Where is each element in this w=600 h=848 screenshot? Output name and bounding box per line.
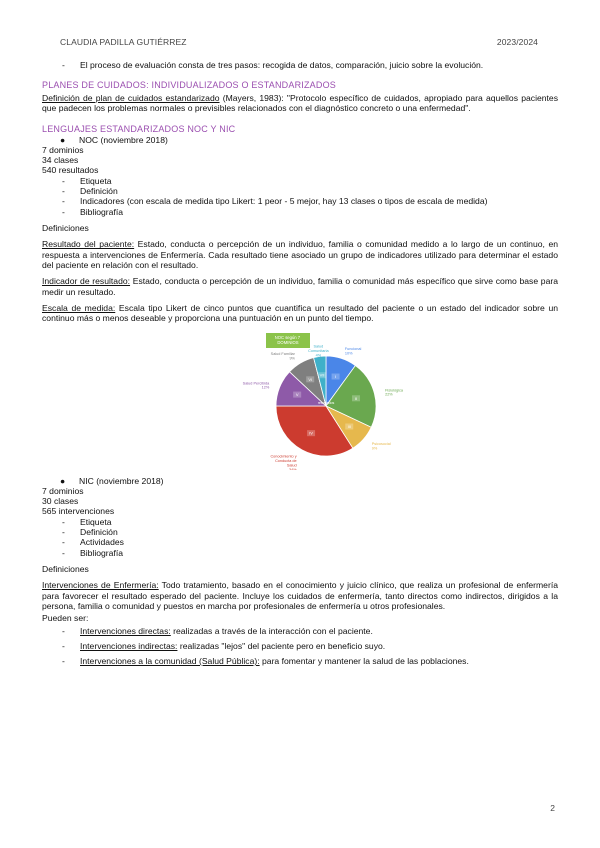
noc-item: - Bibliografía: [62, 206, 123, 217]
planes-term: Definición de plan de cuidados estandarizado: [42, 93, 220, 104]
dot-bullet: ●: [60, 134, 66, 145]
header-year: 2023/2024: [496, 37, 538, 47]
nic-definition: Intervenciones de Enfermería: Todo tratamiento, basado en el conocimiento y juicio clínico, que realiza un profesional de enfermería para favorecer el resultado esperado del paciente. Incluye los cuidados de enfermería, tanto directos como indirectos, dirigidos a la persona, familia o comunidad y puestos en marcha por profesionales de enfermería u otros profesionales.: [42, 580, 558, 611]
heading-lenguajes: LENGUAJES ESTANDARIZADOS NOC Y NIC: [42, 123, 236, 134]
nic-type: - Intervenciones directas: realizadas a través de la interacción con el paciente.: [62, 625, 373, 636]
nic-stat: 7 dominios: [42, 485, 84, 496]
nic-item: - Etiqueta: [62, 516, 112, 527]
nic-types-intro: Pueden ser:: [42, 613, 89, 624]
pie-slice-number: V: [295, 391, 299, 397]
header-author: CLAUDIA PADILLA GUTIÉRREZ: [60, 37, 187, 47]
pie-slice-label: Salud Familiar 9%: [270, 351, 295, 361]
noc-definition: Indicador de resultado: Estado, conducta o percepción de un individuo, familia o comunidad más específico que sirve como base para medir un resultado.: [42, 276, 558, 297]
nic-item: - Actividades: [62, 537, 124, 548]
noc-pie-chart-figure: [42, 330, 558, 470]
nic-title: ● NIC (noviembre 2018): [60, 475, 164, 486]
nic-definitions-title: Definiciones: [42, 564, 89, 575]
pie-center-label: resultados: [317, 400, 335, 405]
nic-type: - Intervenciones indirectas: realizadas "lejos" del paciente pero en beneficio suyo.: [62, 640, 386, 651]
pie-slice-label: Salud Comunitaria 4%: [308, 343, 329, 357]
pie-slice-label: Salud Percibida 12%: [242, 380, 270, 390]
nic-item: - Bibliografía: [62, 547, 123, 558]
page-number: 2: [550, 803, 555, 813]
pie-slice-number: III: [347, 423, 351, 429]
pie-slice-number: I: [335, 373, 337, 379]
chart-title: NOC según 7 DOMINIOS: [274, 334, 301, 345]
noc-pie-chart: [228, 330, 408, 470]
pie-slice-label: Conocimiento y Conducta de Salud 34%: [270, 454, 297, 470]
nic-stat: 30 clases: [42, 496, 79, 507]
noc-stat: 7 dominios: [42, 144, 84, 155]
noc-stat: 34 clases: [42, 155, 79, 166]
nic-item: - Definición: [62, 527, 118, 538]
heading-planes: PLANES DE CUIDADOS: INDIVIDUALIZADOS O ESTANDARIZADOS: [42, 80, 336, 91]
noc-definitions-title: Definiciones: [42, 223, 89, 234]
pie-slice-label: Psicosocial 9%: [371, 441, 391, 450]
page-body: [42, 60, 558, 667]
pie-slice-number: IV: [309, 430, 313, 436]
noc-item: - Etiqueta: [62, 175, 112, 186]
nic-type: - Intervenciones a la comunidad (Salud Pública): para fomentar y mantener la salud de las poblaciones.: [62, 656, 469, 667]
noc-definition: Resultado del paciente: Estado, conducta o percepción de un individuo, familia o comunidad medido a lo largo de un continuo, en respuesta a intervenciones de Enfermería. Cada resultado tiene asociado un grupo de indicadores utilizado para determinar el estado del paciente en relación con el resultado.: [42, 239, 559, 270]
noc-title: ● NOC (noviembre 2018): [60, 134, 168, 145]
noc-stat: 540 resultados: [42, 165, 99, 176]
dash-bullet: -: [62, 60, 65, 70]
pie-slice-number: VII: [319, 372, 325, 378]
noc-item: - Indicadores (con escala de medida tipo Likert: 1 peor - 5 mejor, hay 13 clases o tipos de escala de medida): [62, 196, 488, 207]
pie-slice-label: Fisiológica 22%: [385, 387, 404, 397]
noc-item: - Definición: [62, 186, 118, 197]
pie-slice-number: II: [354, 395, 358, 401]
pie-slice-number: VI: [308, 376, 313, 382]
pie-slice-label: Funcional 10%: [344, 346, 362, 355]
nic-stat: 565 intervenciones: [42, 506, 115, 517]
planes-definition: Definición de plan de cuidados estandarizado (Mayers, 1983): "Protocolo específico de cuidados, apropiado para aquellos pacientes que padecen los problemas normales o previsibles relacionados con el diagnóstico concreto o una enfermedad".: [42, 93, 558, 114]
intro-bullet: - El proceso de evaluación consta de tres pasos: recogida de datos, comparación, juicio sobre la evolución.: [62, 60, 484, 70]
noc-definition: Escala de medida: Escala tipo Likert de cinco puntos que cuantifica un resultado del paciente o un estado del indicador sobre un continuo más o menos deseable y proporciona una puntuación en un punto del tiempo.: [42, 302, 559, 324]
